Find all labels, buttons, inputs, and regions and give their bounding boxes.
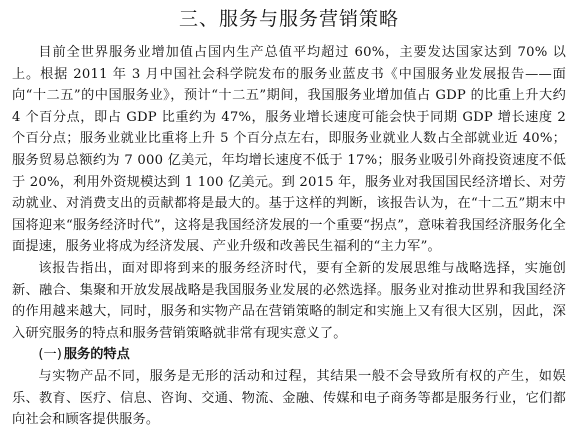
section-heading (38, 344, 566, 366)
body-paragraph-2: 该报告指出，面对即将到来的服务经济时代，要有全新的发展思维与战略选择，实施创新、融合、集聚和开放发展战略是我国服务业发展的必然选择。服务业对推动世界和我国经济的作用越来越大，同时，服务和实物产品在营销策略的制定和实施上又有很大区别，因此，深入研究服务的特点和服务营销策略就非常有现实意义了。 (12, 260, 566, 341)
body-paragraph-1: 目前全世界服务业增加值占国内生产总值平均超过 60%，主要发达国家达到 70% 以上。根据 2011 年 3 月中国社会科学院发布的服务业蓝皮书《中国服务业发展报告——面向“十二五”的中国服务业》，预计“十二五”期间，我国服务业增加值占 GDP 的比重上升大约 4 个百分点，即占 GDP 比重约为 47%，服务业增长速度可能会快于同期 GDP 增长速度 2 个百分点；服务业就业比重将上升 5 个百分点左右，即服务业就业人数占全部就业近 40%；服务贸易总额约为 7 000 亿美元，年均增长速度不低于 17%；服务业吸引外商投资速度不低于 20%，利用外资规模达到 1 100 亿美元。到 2015 年，服务业对我国国民经济增长、对劳动就业、对消费支出的贡献都将是最大的。基于这样的判断，该报告认为，在“十二五”期末中国将迎来“服务经济时代”，这将是我国经济发展的一个重要“拐点”，意味着我国经济服务化全面提速，服务业将成为经济发展、产业升级和改善民生福利的“主力军”。 (12, 45, 566, 255)
section-number: (一) (38, 347, 62, 363)
page-title: 三、服务与服务营销策略 (178, 8, 399, 30)
section-paragraph: 与实物产品不同，服务是无形的活动和过程，其结果一般不会导致所有权的产生，如娱乐、教育、医疗、信息、咨询、交通、物流、金融、传媒和电子商务等都是服务行业，它们都向社会和顾客提供服务。 (12, 368, 566, 428)
section-heading-text: 服务的特点 (63, 347, 130, 363)
